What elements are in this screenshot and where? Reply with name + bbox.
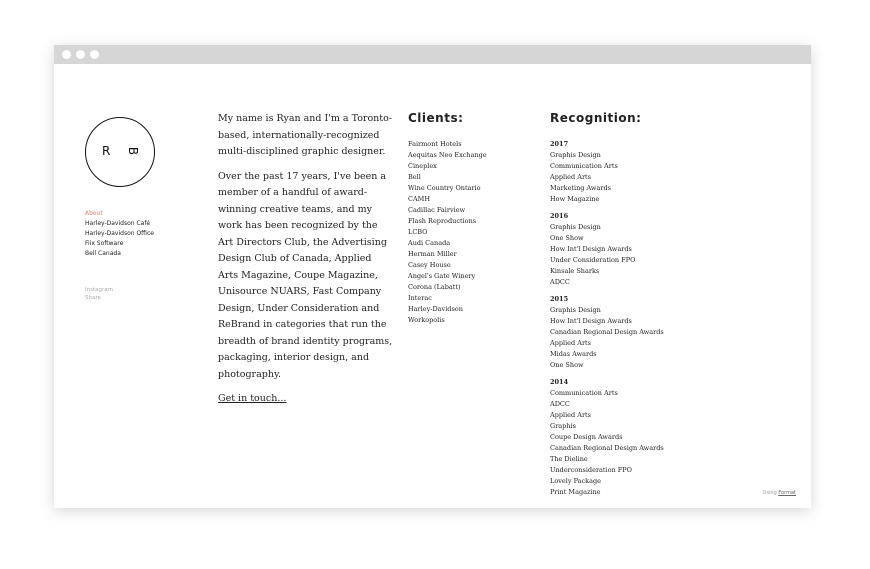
client-item: Audi Canada — [408, 239, 451, 247]
award-item: ADCC — [550, 278, 570, 286]
nav-item-fiix[interactable]: Fiix Software — [85, 240, 124, 247]
recognition-year-block — [550, 377, 690, 498]
window-maximize-dot[interactable] — [90, 50, 99, 59]
client-item: Bell — [408, 173, 421, 181]
award-item: One Show — [550, 234, 584, 242]
award-item: Lovely Package — [550, 477, 601, 485]
award-item: One Show — [550, 361, 584, 369]
recognition-year: 2014 — [550, 378, 569, 386]
bio-section — [218, 111, 393, 408]
award-item: The Dieline — [550, 455, 588, 463]
recognition-year: 2017 — [550, 140, 569, 148]
nav-item-harley-cafe[interactable]: Harley-Davidson Café — [85, 220, 151, 227]
award-item: Canadian Regional Design Awards — [550, 328, 664, 336]
award-item: How Int'l Design Awards — [550, 317, 632, 325]
client-item: Aequitas Neo Exchange — [408, 151, 487, 159]
award-item: Communication Arts — [550, 162, 618, 170]
recognition-year-block — [550, 211, 690, 288]
client-item: Corona (Labatt) — [408, 283, 461, 291]
award-item: ADCC — [550, 400, 570, 408]
award-item: How Magazine — [550, 195, 600, 203]
window-close-dot[interactable] — [62, 50, 71, 59]
browser-window — [54, 45, 811, 508]
award-item: Kinsale Sharks — [550, 267, 600, 275]
award-item: Graphis — [550, 422, 576, 430]
bio-paragraph-1: My name is Ryan and I'm a Toronto-based, internationally-recognized multi-disciplined graphic designer. — [218, 113, 393, 157]
award-item: Print Magazine — [550, 488, 601, 496]
award-item: Applied Arts — [550, 411, 591, 419]
site-nav — [85, 209, 154, 259]
client-item: Cadillac Fairview — [408, 206, 466, 214]
award-item: Graphis Design — [550, 223, 601, 231]
client-item: LCBO — [408, 228, 428, 236]
footer-credit — [763, 490, 796, 496]
nav-item-bell[interactable]: Bell Canada — [85, 250, 121, 257]
logo[interactable] — [85, 117, 155, 187]
award-item: Applied Arts — [550, 173, 591, 181]
award-item: Marketing Awards — [550, 184, 611, 192]
client-item: Casey House — [408, 261, 451, 269]
nav-item-harley-office[interactable]: Harley-Davidson Office — [85, 230, 154, 237]
recognition-section — [550, 111, 690, 504]
award-item: How Int'l Design Awards — [550, 245, 632, 253]
bio-paragraph-2: Over the past 17 years, I've been a member of a handful of award-winning creative teams, and my work has been recognized by the Art Directors Club, the Advertising Design Club of Canada, Applied Arts Magazine, Coupe Magazine, Unisource NUARS, Fast Company Design, Under Consideration and ReBrand in categories that run the breadth of brand identity programs, packaging, interior design, and photography. — [218, 170, 393, 380]
award-item: Midas Awards — [550, 350, 597, 358]
client-item: Angel's Gate Winery — [408, 272, 476, 280]
award-item: Graphis Design — [550, 151, 601, 159]
contact-link[interactable]: Get in touch... — [218, 393, 287, 404]
social-links — [85, 286, 113, 302]
award-item: Under Consideration FPO — [550, 256, 636, 264]
clients-section — [408, 111, 538, 326]
window-minimize-dot[interactable] — [76, 50, 85, 59]
award-item: Graphis Design — [550, 306, 601, 314]
logo-letter-b: B — [126, 146, 141, 156]
title-bar — [54, 45, 811, 64]
client-item: Wine Country Ontario — [408, 184, 481, 192]
nav-item-about[interactable]: About — [85, 210, 103, 217]
recognition-list — [550, 139, 690, 498]
client-item: Cineplex — [408, 162, 437, 170]
recognition-year-block — [550, 139, 690, 205]
award-item: Communication Arts — [550, 389, 618, 397]
clients-list — [408, 139, 538, 326]
client-item: Flash Reproductions — [408, 217, 477, 225]
instagram-link[interactable]: Instagram — [85, 287, 113, 293]
logo-letter-r: R — [102, 144, 111, 158]
client-item: Harley-Davidson — [408, 305, 463, 313]
client-item: Interac — [408, 294, 432, 302]
award-item: Applied Arts — [550, 339, 591, 347]
share-link[interactable]: Share — [85, 295, 101, 301]
client-item: Workopolis — [408, 316, 445, 324]
client-item: Fairmont Hotels — [408, 140, 462, 148]
recognition-heading: Recognition: — [550, 111, 642, 125]
client-item: CAMH — [408, 195, 430, 203]
recognition-year: 2016 — [550, 212, 569, 220]
recognition-year-block — [550, 294, 690, 371]
client-item: Herman Miller — [408, 250, 457, 258]
clients-heading: Clients: — [408, 111, 464, 125]
award-item: Underconsideration FPO — [550, 466, 632, 474]
award-item: Coupe Design Awards — [550, 433, 623, 441]
award-item: Canadian Regional Design Awards — [550, 444, 664, 452]
format-link[interactable]: Format — [778, 490, 796, 496]
recognition-year: 2015 — [550, 295, 569, 303]
page-content — [54, 64, 811, 508]
footer-prefix: Using — [762, 490, 777, 496]
